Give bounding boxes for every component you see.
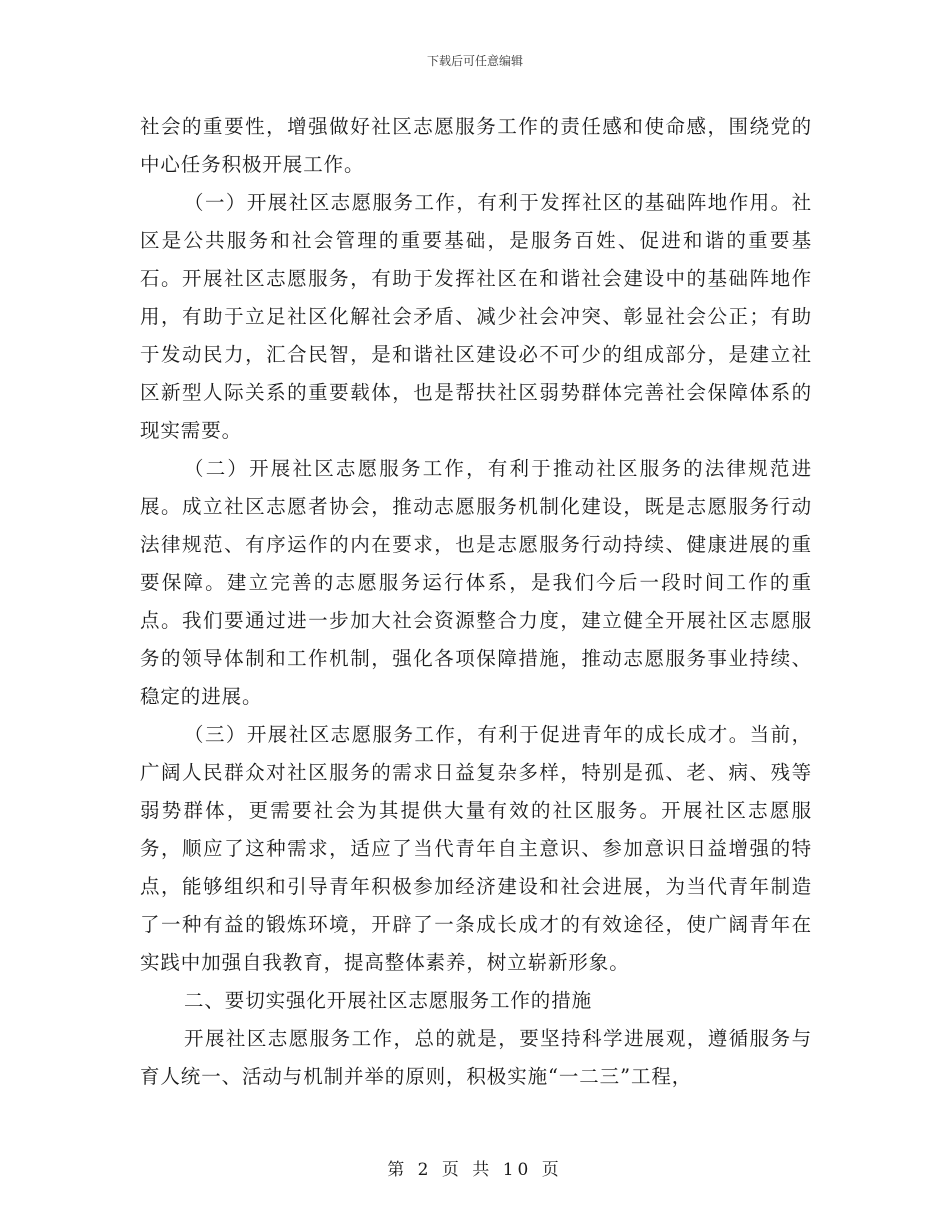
paragraph-point-one: （一）开展社区志愿服务工作，有利于发挥社区的基础阵地作用。社区是公共服务和社会管理的重要基础，是服务百姓、促进和谐的重要基石。开展社区志愿服务，有助于发挥社区在和谐社会建设中的基础阵地作用，有助于立足社区化解社会矛盾、减少社会冲突、彰显社会公正；有助于发动民力，汇合民智，是和谐社区建设必不可少的组成部分，是建立社区新型人际关系的重要载体，也是帮扶社区弱势群体完善社会保障体系的现实需要。 xyxy=(140,191,812,442)
paragraph-measures-intro: 开展社区志愿服务工作，总的就是，要坚持科学进展观，遵循服务与育人统一、活动与机制并举的原则，积极实施“一二三”工程， xyxy=(140,1027,812,1088)
page-number-footer: 第 2 页 共 10 页 xyxy=(387,1160,563,1180)
section-heading: 二、要切实强化开展社区志愿服务工作的措施 xyxy=(184,989,593,1012)
page-header: 下载后可任意编辑 xyxy=(426,54,523,68)
paragraph-point-two: （二）开展社区志愿服务工作，有利于推动社区服务的法律规范进展。成立社区志愿者协会，推动志愿服务机制化建设，既是志愿服务行动法律规范、有序运作的内在要求，也是志愿服务行动持续、健康进展的重要保障。建立完善的志愿服务运行体系，是我们今后一段时间工作的重点。我们要通过进一步加大社会资源整合力度，建立健全开展社区志愿服务的领导体制和工作机制，强化各项保障措施，推动志愿服务事业持续、稳定的进展。 xyxy=(140,457,812,708)
document-body xyxy=(140,108,812,1096)
paragraph-point-three: （三）开展社区志愿服务工作，有利于促进青年的成长成才。当前，广阔人民群众对社区服务的需求日益复杂多样，特别是孤、老、病、残等弱势群体，更需要社会为其提供大量有效的社区服务。开展社区志愿服务，顺应了这种需求，适应了当代青年自主意识、参加意识日益增强的特点，能够组织和引导青年积极参加经济建设和社会进展，为当代青年制造了一种有益的锻炼环境，开辟了一条成长成才的有效途径，使广阔青年在实践中加强自我教育，提高整体素养，树立崭新形象。 xyxy=(140,723,812,974)
paragraph-continuation: 社会的重要性，增强做好社区志愿服务工作的责任感和使命感，围绕党的中心任务积极开展工作。 xyxy=(140,115,812,176)
